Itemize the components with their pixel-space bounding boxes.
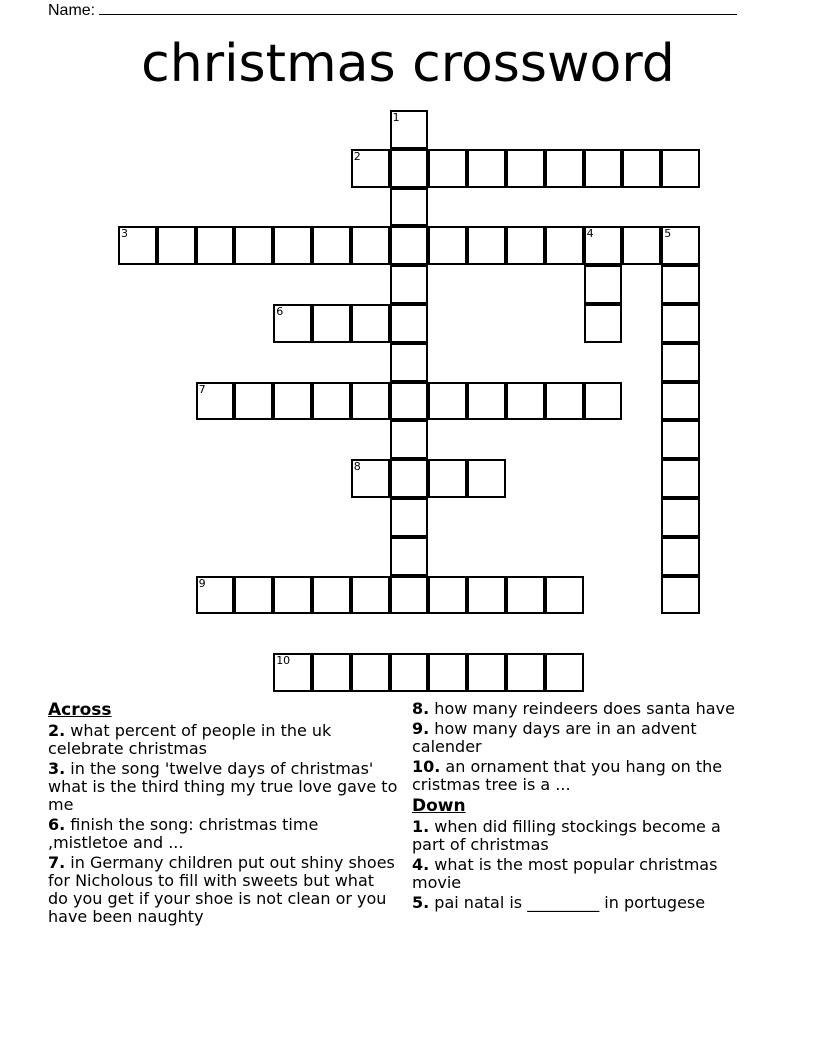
crossword-cell[interactable]	[661, 420, 700, 459]
clues-column-right	[412, 700, 757, 914]
clue-number-label: 3.	[48, 759, 66, 778]
crossword-cell[interactable]	[234, 226, 273, 265]
crossword-cell[interactable]	[545, 382, 584, 421]
clue-text: what percent of people in the uk celebrate christmas	[48, 721, 332, 758]
crossword-cell[interactable]	[506, 576, 545, 615]
clue-number-label: 4.	[412, 855, 430, 874]
crossword-cell[interactable]	[584, 149, 623, 188]
crossword-cell[interactable]	[351, 226, 390, 265]
crossword-cell[interactable]	[390, 459, 429, 498]
clue-number: 4	[586, 227, 594, 241]
crossword-cell[interactable]	[428, 149, 467, 188]
crossword-cell[interactable]	[390, 304, 429, 343]
clue-item	[48, 854, 398, 926]
crossword-cell[interactable]	[390, 576, 429, 615]
crossword-cell[interactable]	[428, 459, 467, 498]
down-heading: Down	[412, 796, 466, 816]
crossword-cell[interactable]	[467, 382, 506, 421]
crossword-cell[interactable]	[196, 382, 235, 421]
crossword-cell[interactable]	[390, 537, 429, 576]
clue-item	[412, 856, 757, 892]
clue-number-label: 2.	[48, 721, 66, 740]
crossword-cell[interactable]	[273, 226, 312, 265]
clue-item	[412, 894, 757, 912]
clue-number: 8	[353, 460, 361, 474]
crossword-cell[interactable]	[196, 226, 235, 265]
crossword-cell[interactable]	[661, 343, 700, 382]
crossword-cell[interactable]	[622, 149, 661, 188]
crossword-cell[interactable]	[661, 459, 700, 498]
clue-text: pai natal is _________ in portugese	[429, 893, 706, 912]
clue-text: when did filling stockings become a part of christmas	[412, 817, 721, 854]
crossword-cell[interactable]	[506, 149, 545, 188]
page-title: christmas crossword	[141, 34, 675, 94]
across-heading: Across	[48, 700, 112, 720]
clue-number: 2	[353, 149, 361, 163]
crossword-cell[interactable]	[467, 653, 506, 692]
clue-number-label: 8.	[412, 699, 430, 718]
crossword-cell[interactable]	[351, 149, 390, 188]
clue-item	[48, 816, 398, 852]
crossword-cell[interactable]	[428, 382, 467, 421]
crossword-cell[interactable]	[545, 653, 584, 692]
crossword-cell[interactable]	[312, 382, 351, 421]
crossword-cell[interactable]	[506, 226, 545, 265]
crossword-cell[interactable]	[390, 110, 429, 149]
crossword-cell[interactable]	[661, 537, 700, 576]
crossword-cell[interactable]	[545, 149, 584, 188]
crossword-cell[interactable]	[351, 653, 390, 692]
clue-text: how many days are in an advent calender	[412, 719, 697, 756]
across-clue-list-continued	[412, 700, 757, 794]
clue-number-label: 6.	[48, 815, 66, 834]
clue-number: 6	[276, 305, 284, 318]
crossword-cell[interactable]	[390, 420, 429, 459]
crossword-cell[interactable]	[467, 459, 506, 498]
crossword-cell[interactable]	[273, 304, 312, 343]
crossword-cell[interactable]	[234, 382, 273, 421]
crossword-cell[interactable]	[351, 382, 390, 421]
crossword-cell[interactable]	[351, 304, 390, 343]
crossword-cell[interactable]	[584, 265, 623, 304]
crossword-cell[interactable]	[506, 382, 545, 421]
down-clue-list	[412, 818, 757, 912]
crossword-cell[interactable]	[196, 576, 235, 615]
crossword-cell[interactable]	[661, 382, 700, 421]
crossword-cell[interactable]	[351, 459, 390, 498]
crossword-cell[interactable]	[545, 576, 584, 615]
name-label: Name:	[48, 2, 96, 19]
clue-text: finish the song: christmas time ,mistletoe and ...	[48, 815, 319, 852]
clue-number: 3	[121, 227, 128, 241]
clue-item	[412, 758, 757, 794]
clues-column-left	[48, 700, 398, 928]
clue-number-label: 1.	[412, 817, 430, 836]
crossword-cell[interactable]	[661, 576, 700, 615]
clue-text: what is the most popular christmas movie	[412, 855, 718, 892]
crossword-cell[interactable]	[273, 653, 312, 692]
crossword-cell[interactable]	[390, 343, 429, 382]
crossword-cell[interactable]	[545, 226, 584, 265]
clue-number-label: 7.	[48, 853, 66, 872]
crossword-cell[interactable]	[312, 576, 351, 615]
clue-number: 5	[664, 227, 672, 241]
clue-text: an ornament that you hang on the cristmas tree is a ...	[412, 757, 723, 794]
clue-number-label: 9.	[412, 719, 430, 738]
crossword-cell[interactable]	[351, 576, 390, 615]
crossword-cell[interactable]	[273, 382, 312, 421]
crossword-cell[interactable]	[234, 576, 273, 615]
crossword-cell[interactable]	[312, 653, 351, 692]
clue-number: 9	[198, 576, 206, 590]
crossword-cell[interactable]	[390, 382, 429, 421]
crossword-cell[interactable]	[390, 265, 429, 304]
crossword-cell[interactable]	[584, 226, 623, 265]
crossword-cell[interactable]	[467, 226, 506, 265]
crossword-cell[interactable]	[428, 576, 467, 615]
clue-item	[412, 818, 757, 854]
crossword-cell[interactable]	[390, 226, 429, 265]
crossword-cell[interactable]	[390, 149, 429, 188]
crossword-cell[interactable]	[390, 653, 429, 692]
crossword-cell[interactable]	[428, 226, 467, 265]
crossword-cell[interactable]	[390, 188, 429, 227]
crossword-cell[interactable]	[661, 149, 700, 188]
clue-item	[412, 720, 757, 756]
crossword-cell[interactable]	[622, 226, 661, 265]
crossword-cell[interactable]	[506, 653, 545, 692]
clue-number: 7	[198, 382, 206, 396]
clue-number: 10	[276, 654, 291, 668]
crossword-cell[interactable]	[661, 304, 700, 343]
crossword-cell[interactable]	[312, 304, 351, 343]
crossword-cell[interactable]	[428, 653, 467, 692]
clue-text: in Germany children put out shiny shoes for Nicholous to fill with sweets but what do you get if your shoe is not clean or you have been naughty	[48, 853, 395, 926]
clue-item	[412, 700, 757, 718]
crossword-cell[interactable]	[467, 149, 506, 188]
clue-number-label: 5.	[412, 893, 430, 912]
across-clue-list	[48, 722, 398, 926]
crossword-cell[interactable]	[390, 498, 429, 537]
crossword-cell[interactable]	[467, 576, 506, 615]
clue-text: in the song 'twelve days of christmas' what is the third thing my true love gave to me	[48, 759, 398, 814]
crossword-cell[interactable]	[661, 498, 700, 537]
crossword-cell[interactable]	[273, 576, 312, 615]
crossword-cell[interactable]	[661, 265, 700, 304]
crossword-cell[interactable]	[157, 226, 196, 265]
clue-text: how many reindeers does santa have	[429, 699, 735, 718]
clue-item	[48, 760, 398, 814]
crossword-cell[interactable]	[312, 226, 351, 265]
clue-item	[48, 722, 398, 758]
crossword-cell[interactable]	[661, 226, 700, 265]
clue-number: 1	[392, 111, 400, 124]
clue-number-label: 10.	[412, 757, 441, 776]
crossword-cell[interactable]	[118, 226, 157, 265]
crossword-cell[interactable]	[584, 382, 623, 421]
crossword-cell[interactable]	[584, 304, 623, 343]
